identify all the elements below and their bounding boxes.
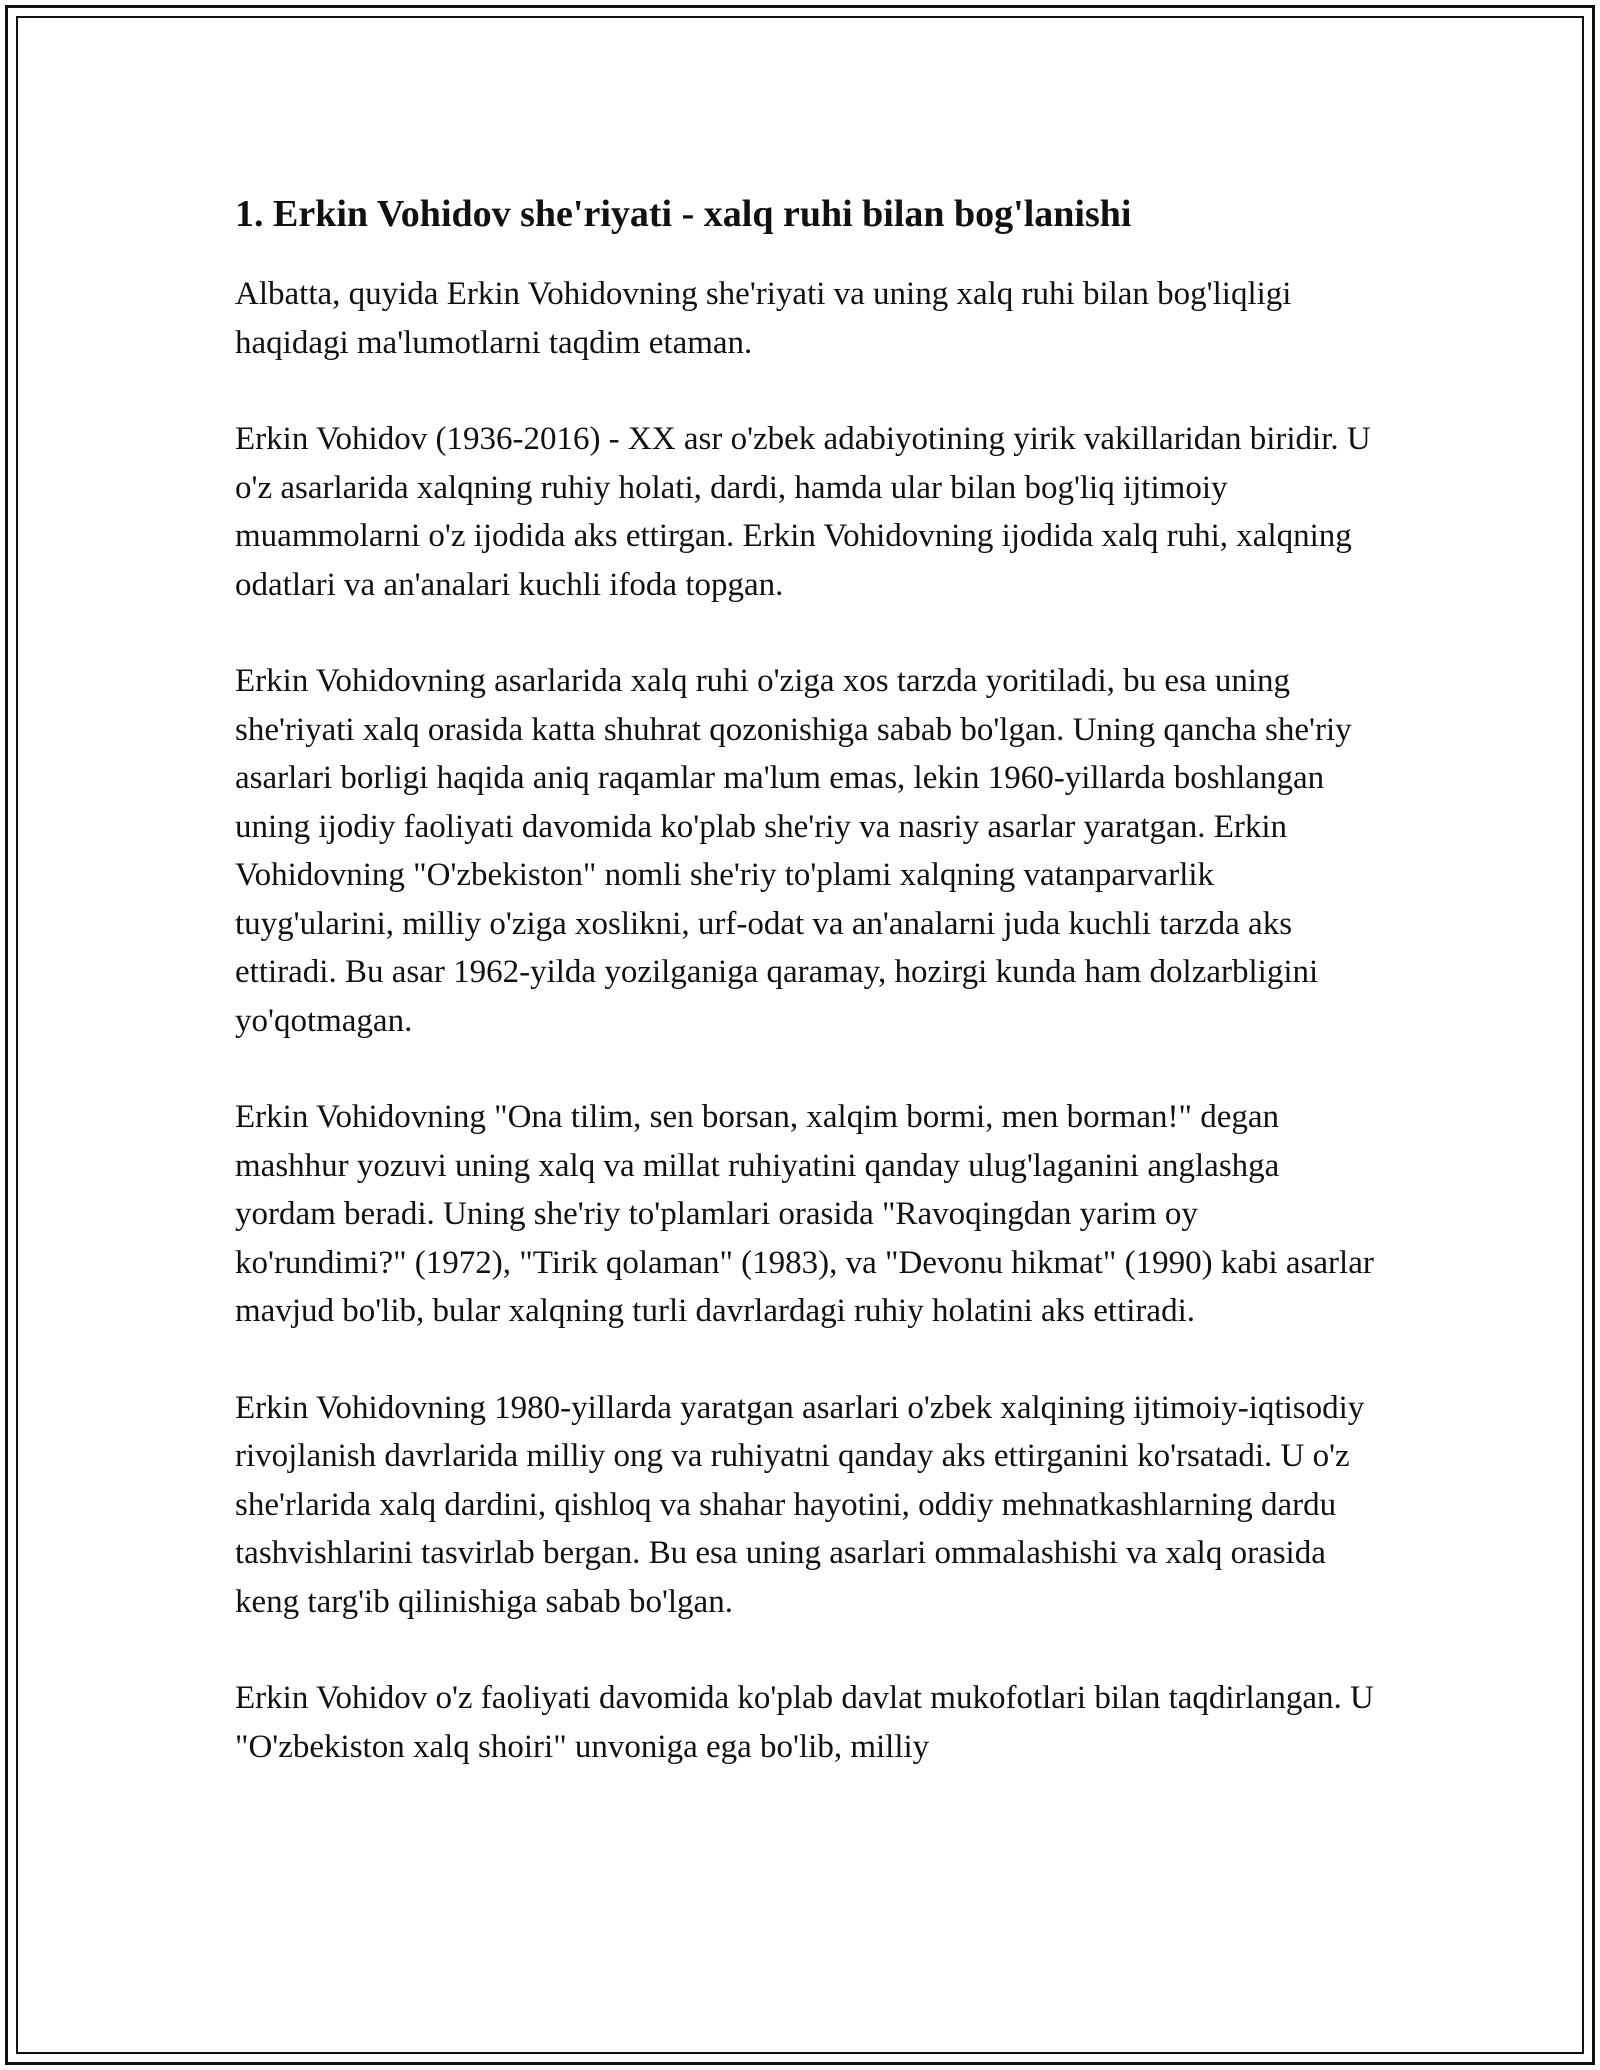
document-body — [235, 188, 1375, 1819]
paragraph-awards: Erkin Vohidov o'z faoliyati davomida ko'plab davlat mukofotlari bilan taqdirlangan. U "O'zbekiston xalq shoiri" unvoniga ega bo'lib, milliy — [235, 1680, 1374, 1765]
paragraph-1980s-works: Erkin Vohidovning 1980-yillarda yaratgan asarlari o'zbek xalqining ijtimoiy-iqtisodiy rivojlanish davrlarida milliy ong va ruhiyatni qanday aks ettirganini ko'rsatadi. U o'z she'rlarida xalq dardini, qishloq va shahar hayotini, oddiy mehnatkashlarning dardu tashvishlarini tasvirlab bergan. Bu esa uning asarlari ommalashishi va xalq orasida keng targ'ib qilinishiga sabab bo'lgan. — [235, 1389, 1365, 1620]
section-heading: 1. Erkin Vohidov she'riyati - xalq ruhi bilan bog'lanishi — [235, 193, 1132, 235]
paragraph-intro: Albatta, quyida Erkin Vohidovning she'riyati va uning xalq ruhi bilan bog'liqligi haqidagi ma'lumotlarni taqdim etaman. — [235, 276, 1292, 361]
paragraph-collections: Erkin Vohidovning "Ona tilim, sen borsan, xalqim bormi, men borman!" degan mashhur yozuvi uning xalq va millat ruhiyatini qanday ulug'laganini anglashga yordam beradi. Uning she'riy to'plamlari orasida "Ravoqingdan yarim oy ko'rundimi?" (1972), "Tirik qolaman" (1983), va "Devonu hikmat" (1990) kabi asarlar mavjud bo'lib, bular xalqning turli davrlardagi ruhiy holatini aks ettiradi. — [235, 1099, 1374, 1329]
paragraph-biography: Erkin Vohidov (1936-2016) - XX asr o'zbek adabiyotining yirik vakillaridan biridir. U o'z asarlarida xalqning ruhiy holati, dardi, hamda ular bilan bog'liq ijtimoiy muammolarni o'z ijodida aks ettirgan. Erkin Vohidovning ijodida xalq ruhi, xalqning odatlari va an'analari kuchli ifoda topgan. — [235, 421, 1371, 603]
paragraph-folk-spirit: Erkin Vohidovning asarlarida xalq ruhi o'ziga xos tarzda yoritiladi, bu esa uning she'riyati xalq orasida katta shuhrat qozonishiga sabab bo'lgan. Uning qancha she'riy asarlari borligi haqida aniq raqamlar ma'lum emas, lekin 1960-yillarda boshlangan uning ijodiy faoliyati davomida ko'plab she'riy va nasriy asarlar yaratgan. Erkin Vohidovning "O'zbekiston" nomli she'riy to'plami xalqning vatanparvarlik tuyg'ularini, milliy o'ziga xoslikni, urf-odat va an'analarni juda kuchli tarzda aks ettiradi. Bu asar 1962-yilda yozilganiga qaramay, hozirgi kunda ham dolzarbligini yo'qotmagan. — [235, 663, 1352, 1039]
